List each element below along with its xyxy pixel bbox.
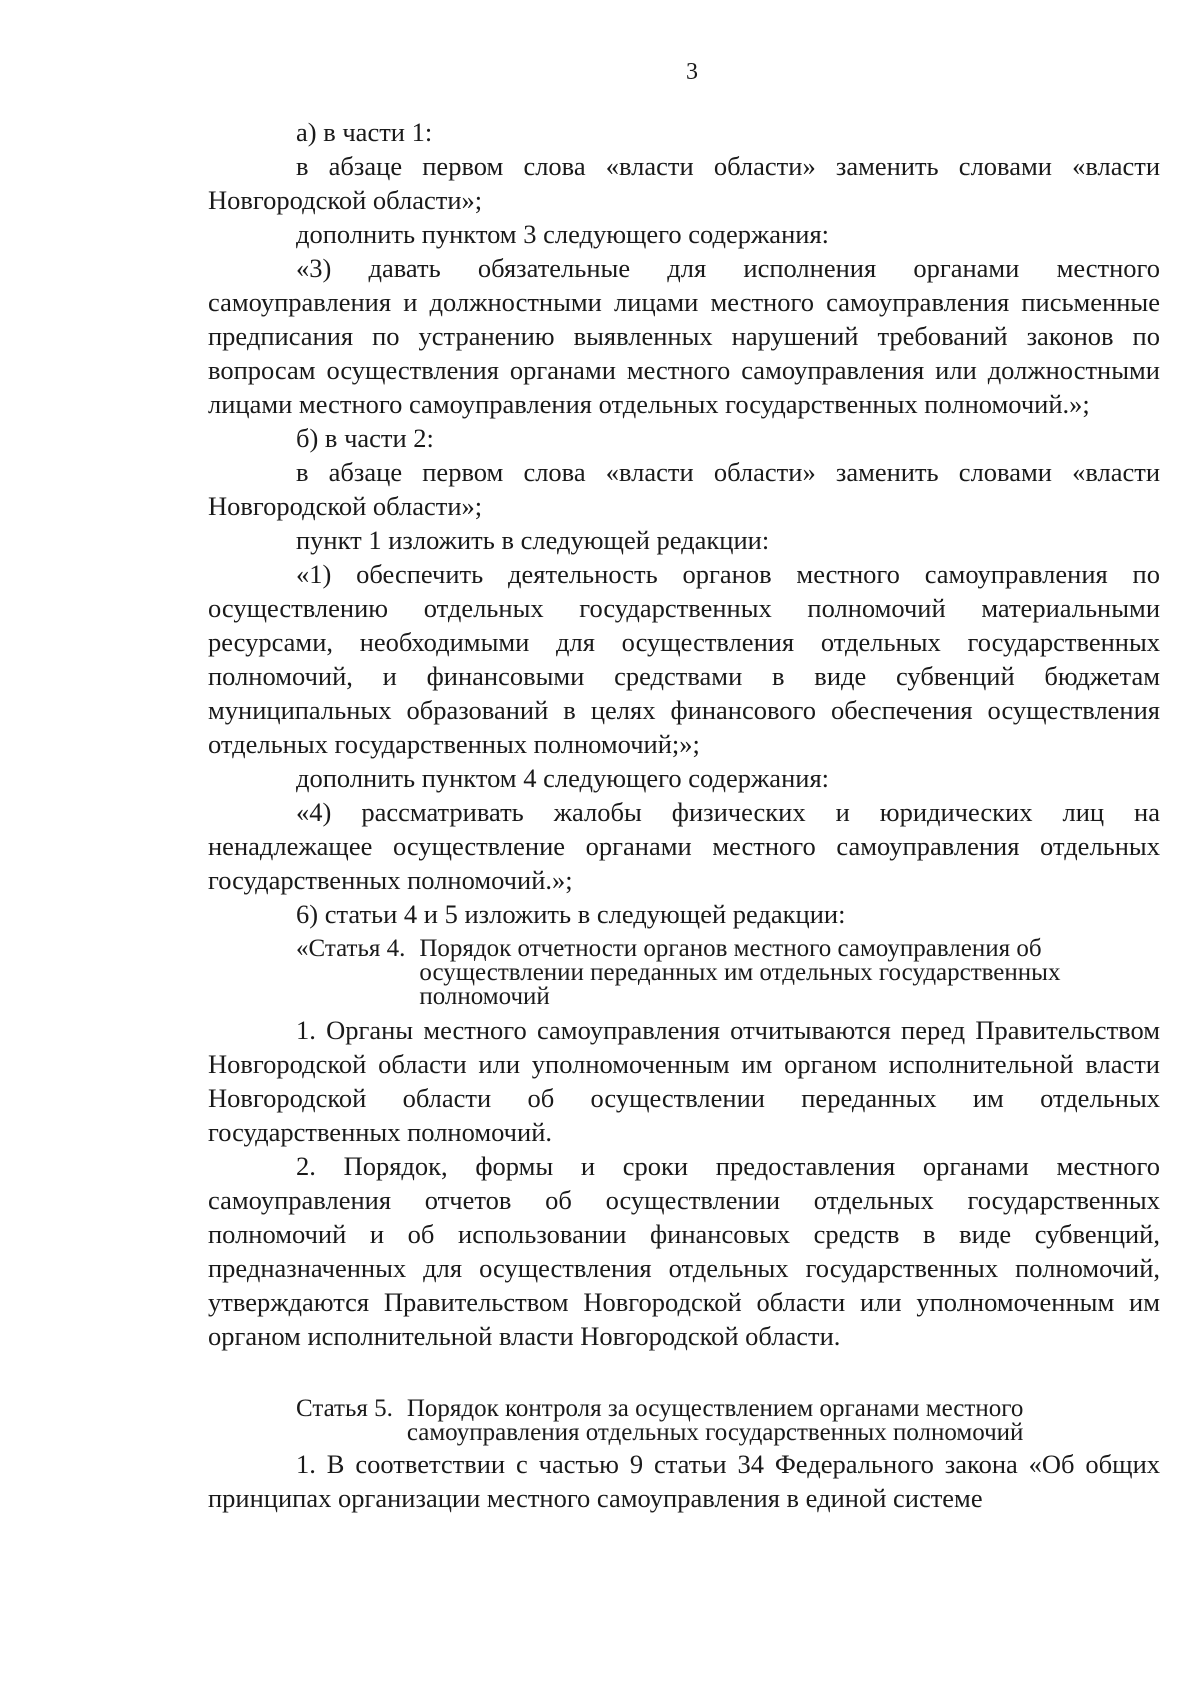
article-4-label: «Статья 4. [296,935,406,962]
article-5-paragraph: 1. В соответствии с частью 9 статьи 34 Федерального закона «Об общих принципах организации местного самоуправления в единой системе [208,1449,1160,1513]
page-number: 3 [686,59,698,85]
paragraph: «3) давать обязательные для исполнения органами местного самоуправления и должностными лицами местного самоуправления письменные предписания по устранению выявленных нарушений требований законов по вопросам осуществления органами местного самоуправления или должностными лицами местного самоуправления отдельных государственных полномочий.»; [208,253,1160,419]
paragraph: «4) рассматривать жалобы физических и юридических лиц на ненадлежащее осуществление органами местного самоуправления отдельных государственных полномочий.»; [208,797,1160,895]
document-body [208,115,1160,1515]
article-4-paragraph: 2. Порядок, формы и сроки предоставления органами местного самоуправления отчетов об осуществлении отдельных государственных полномочий и об использовании финансовых средств в виде субвенций, предназначенных для осуществления отдельных государственных полномочий, утверждаются Правительством Новгородской области или уполномоченным им органом исполнительной власти Новгородской области. [208,1151,1160,1351]
article-5-title: Порядок контроля за осуществлением органами местного самоуправления отдельных государственных полномочий [406,1395,1024,1446]
paragraph: пункт 1 изложить в следующей редакции: [296,525,770,555]
paragraph: 6) статьи 4 и 5 изложить в следующей редакции: [296,899,846,929]
paragraph: «1) обеспечить деятельность органов местного самоуправления по осуществлению отдельных государственных полномочий материальными ресурсами, необходимыми для осуществления отдельных государственных полномочий, и финансовыми средствами в виде субвенций бюджетам муниципальных образований в целях финансового обеспечения осуществления отдельных государственных полномочий;»; [208,559,1160,759]
article-4-paragraph: 1. Органы местного самоуправления отчитываются перед Правительством Новгородской области или уполномоченным им органом исполнительной власти Новгородской области об осуществлении переданных им отдельных государственных полномочий. [208,1015,1160,1147]
paragraph: дополнить пунктом 3 следующего содержания: [296,219,829,249]
paragraph: дополнить пунктом 4 следующего содержания: [296,763,829,793]
paragraph: б) в части 2: [296,423,434,453]
article-5-label: Статья 5. [296,1395,393,1422]
paragraph: в абзаце первом слова «власти области» заменить словами «власти Новгородской области»; [208,151,1160,215]
article-5-heading [208,1397,1160,1445]
paragraph: в абзаце первом слова «власти области» заменить словами «власти Новгородской области»; [208,457,1160,521]
paragraph: а) в части 1: [296,117,433,147]
article-4-heading [208,937,1160,1009]
article-4-title: Порядок отчетности органов местного самоуправления об осуществлении переданных им отдельных государственных полномочий [419,935,1061,1010]
